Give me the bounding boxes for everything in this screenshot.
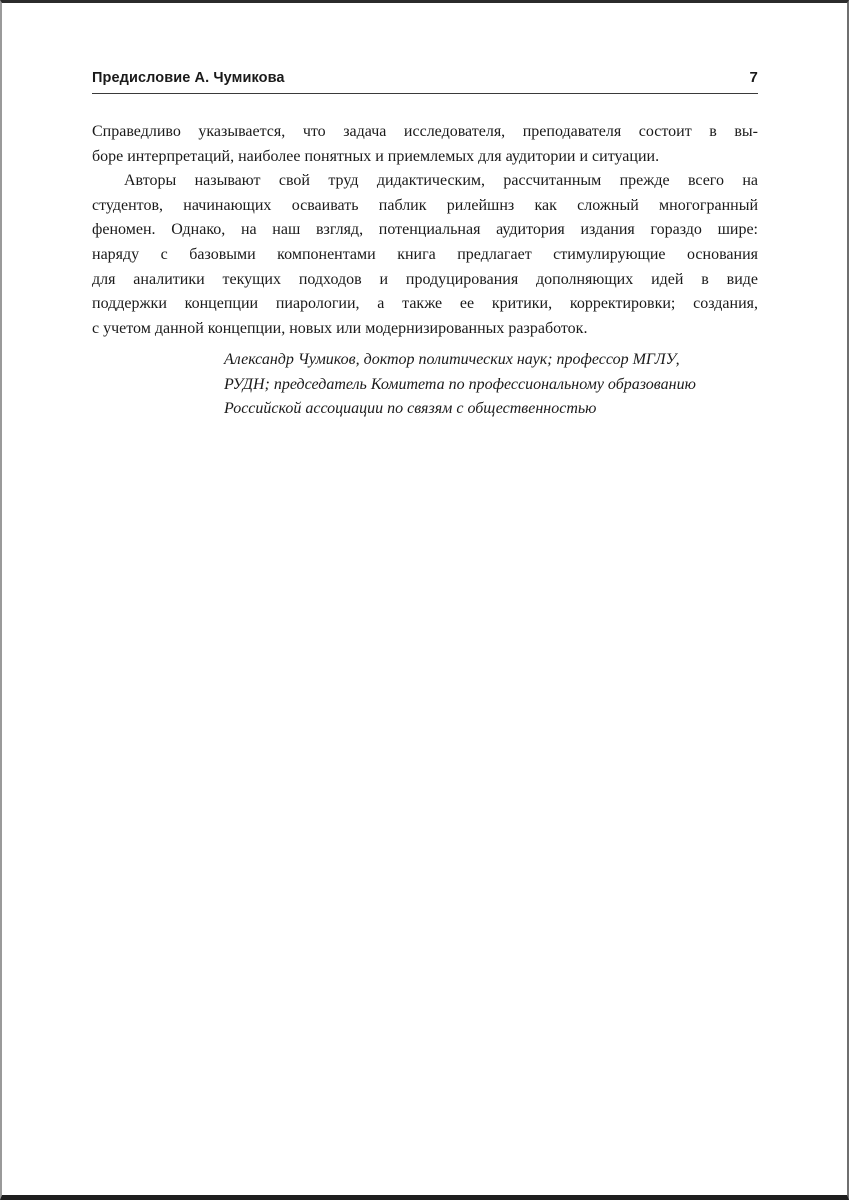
text-line: наряду с базовыми компонентами книга предлагает стимулирующие основания [92, 245, 758, 263]
page-number: 7 [749, 69, 758, 86]
text-line: с учетом данной концепции, новых или модернизированных разработок. [92, 319, 588, 337]
header-rule [92, 93, 758, 94]
text-line: РУДН; председатель Комитета по профессиональному образованию [224, 375, 696, 393]
text-line: боре интерпретаций, наиболее понятных и приемлемых для аудитории и ситуации. [92, 147, 660, 165]
text-line: поддержки концепции пиарологии, а также ее критики, корректировки; создания, [92, 295, 758, 313]
running-header-title: Предисловие А. Чумикова [92, 70, 285, 86]
page-content [2, 69, 847, 421]
running-header [92, 69, 758, 86]
text-line: студентов, начинающих осваивать паблик рилейшнз как сложный многогранный [92, 196, 758, 214]
text-line: Александр Чумиков, доктор политических наук; профессор МГЛУ, [224, 351, 680, 369]
text-line: для аналитики текущих подходов и продуцирования дополняющих идей в виде [92, 270, 758, 288]
text-line: Авторы называют свой труд дидактическим, рассчитанным прежде всего на [124, 172, 758, 190]
text-line: Справедливо указывается, что задача исследователя, преподавателя состоит в вы- [92, 123, 758, 140]
body-text [92, 120, 758, 341]
paragraph [92, 120, 758, 169]
text-line: феномен. Однако, на наш взгляд, потенциальная аудитория издания гораздо шире: [92, 221, 758, 239]
text-line: Российской ассоциации по связям с общественностью [224, 399, 597, 417]
paragraph [92, 169, 758, 341]
signature-block [224, 348, 758, 421]
